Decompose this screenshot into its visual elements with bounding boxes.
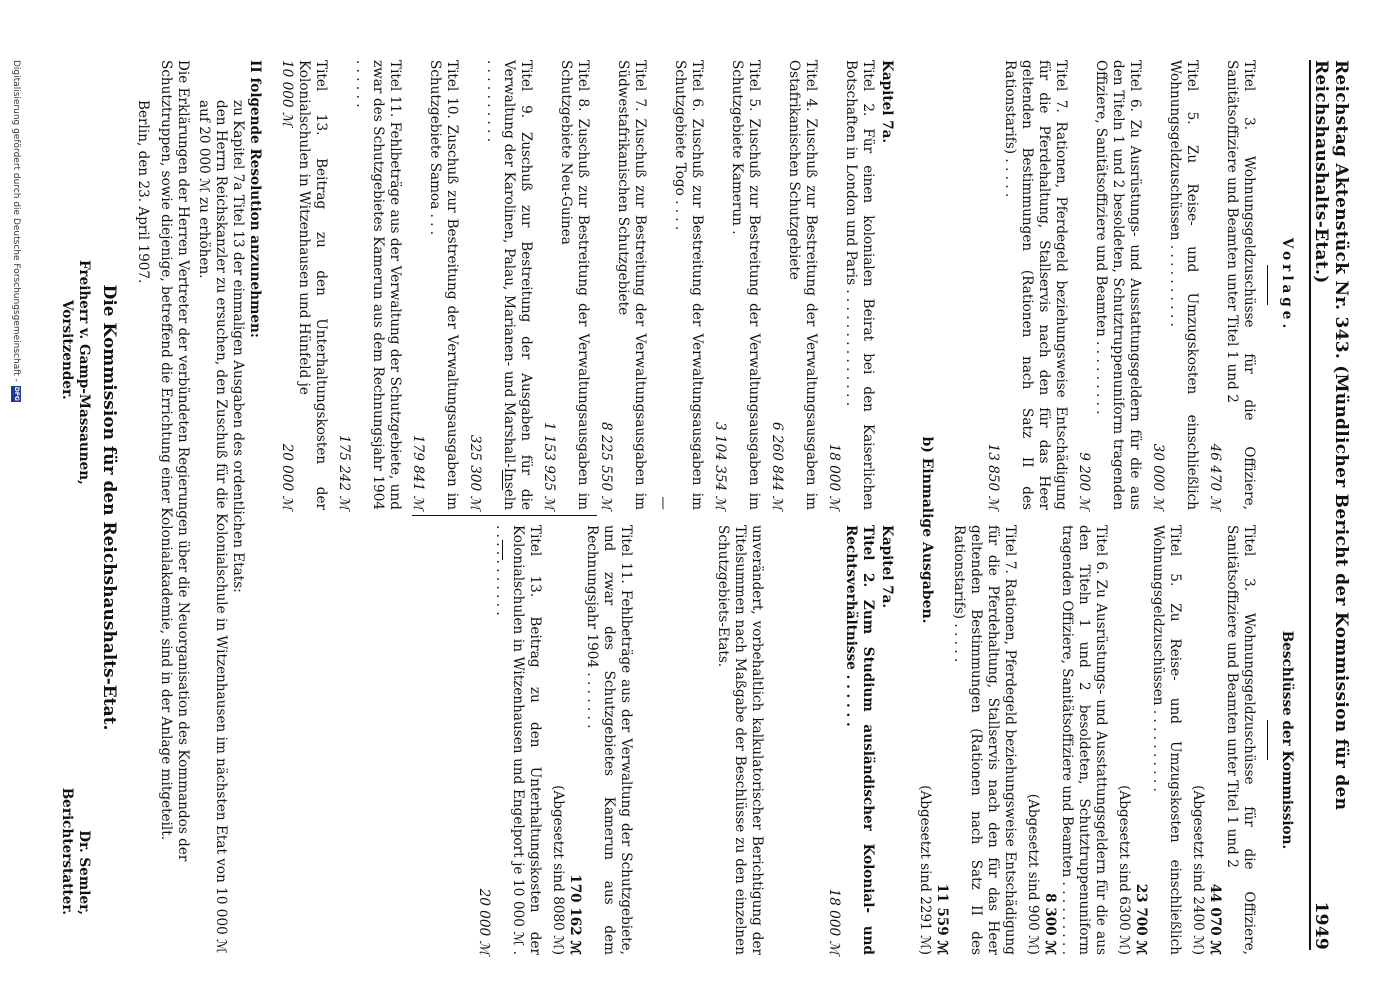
- resolution-explanation: Die Erklärungen der Herren Vertreter der verbündeten Regierungen über die Neuorganisation des Kommandos der Schutztruppen, sowie diejenige, betreffend die Errichtung einer Kolonialakademie, sind in der Anlage mitgeteilt.: [158, 60, 191, 862]
- reporter-name: Dr. Semler,: [76, 830, 92, 915]
- entry-titel-13: [278, 60, 329, 510]
- entry-text: Titel 5. Zu Reise- und Umzugskosten einschließlich Wohnungsgeldzuschüssen . . . . . . . . . .: [1167, 60, 1200, 510]
- entry-amount: 46 470 ℳ: [1207, 443, 1223, 510]
- unchanged-note: unverändert, vorbehaltlich kalkulatorischer Berichtigung der Titelsummen nach Maßgabe der Beschlüsse zu den einzelnen Schutzgebiets-Etats.: [715, 525, 765, 955]
- section-title-einmalige-ausgaben: b) Einmalige Ausgaben.: [919, 436, 935, 624]
- entry-titel-10: [409, 60, 460, 510]
- entry-text: Titel 13. Beitrag zu den Unterhaltungskosten der Kolonialschulen in Witzenhausen und Hünfeld je: [296, 60, 329, 510]
- entry-text: Titel 6. Zu Ausrüstungs- und Ausstattungsgeldern für die aus den Titeln 1 und 2 besoldeten, Schutztruppenuniform tragenden Offiziere, Sanitätsoffiziere und Beamten . . . . . . . . .: [1093, 60, 1143, 510]
- entry-note: (Abgesetzt sind 2291 ℳ): [917, 785, 933, 955]
- entry-titel-7: [597, 60, 648, 510]
- entry-text: Titel 9. Zuschuß zur Bestreitung der Ausgaben für die Verwaltung der Karolinen, Palau, Marianen- und Marshall-Inseln . . . . . . . . . .: [484, 60, 534, 510]
- entry-text: Titel 2. Zum Studium ausländischer Kolonial- und Rechtsverhältnisse . . . . . .: [843, 525, 876, 955]
- entry-text: Titel 8. Zuschuß zur Bestreitung der Verwaltungsausgaben im Schutzgebiete Neu-Guinea: [558, 60, 591, 510]
- header-title: Reichstag Aktenstück Nr. 343. (Mündlicher Bericht der Kommission für den Reichshaushalts-Etat.): [1311, 60, 1351, 811]
- chapter-heading: Kapitel 7a.: [879, 60, 895, 144]
- entry-titel-6: [1024, 525, 1109, 955]
- entry-amount: 175 242 ℳ: [336, 434, 352, 510]
- entry-amount: 179 841 ℳ: [410, 434, 426, 510]
- page-header: [1309, 60, 1351, 950]
- entry-amount: 8 225 550 ℳ: [598, 421, 614, 510]
- entry-amount: 3 104 354 ℳ: [712, 421, 728, 510]
- entry-titel-6: [1075, 60, 1143, 510]
- entry-amount: 9 200 ℳ: [1076, 452, 1092, 510]
- grouping-brace: [412, 515, 597, 524]
- entry-note: (Abgesetzt sind 6300 ℳ): [1116, 785, 1132, 955]
- column-title-beschluesse: Beschlüsse der Kommission.: [1279, 630, 1295, 850]
- signatures-row: [58, 60, 92, 955]
- entry-titel-5: [711, 60, 762, 510]
- dfg-logo-icon: DFG: [13, 386, 20, 401]
- resolution-line: den Herrn Reichskanzler zu ersuchen, den Zuschuß für die Kolonialschule in Witzenhausen im nächsten Etat von 10 000 ℳ auf 20 000 ℳ zu erhöhen.: [196, 100, 229, 954]
- entry-amount-each: 10 000 ℳ: [279, 60, 295, 127]
- entry-text: Titel 10. Zuschuß zur Bestreitung der Verwaltungsausgaben im Schutzgebiete Samoa . . .: [427, 60, 460, 510]
- resolution-line: zu Kapitel 7a Titel 13 der einmaligen Ausgaben des ordentlichen Etats:: [230, 100, 246, 593]
- entry-text: Titel 7. Rationen, Pferdegeld beziehungsweise Entschädigung für die Pferdehaltung, Stallservis nach den für das Heer geltenden Bestimmungen (Rationen nach Satz II des Rationstarifs) . . . . .: [1002, 60, 1069, 510]
- entry-titel-6: [654, 60, 705, 510]
- entry-titel-4: [768, 60, 819, 510]
- entry-titel-7: [984, 60, 1069, 510]
- resolution-heading: II folgende Resolution anzunehmen:: [247, 60, 263, 338]
- entry-amount: 18 000 ℳ: [826, 888, 842, 955]
- entry-amount: 13 850 ℳ: [985, 443, 1001, 510]
- digitization-footer: [11, 60, 21, 955]
- page-number: 1949: [1311, 901, 1331, 950]
- entry-amount: 1 153 925 ℳ: [541, 421, 557, 510]
- entry-amounts: [278, 60, 295, 510]
- entry-titel-2: [825, 60, 876, 510]
- title-rule: [1267, 265, 1268, 305]
- entry-amount: 11 559 ℳ: [934, 883, 950, 955]
- entry-amount: 325 300 ℳ: [467, 434, 483, 510]
- column-title-vorlage: Vorlage.: [1279, 237, 1295, 333]
- entry-note: (Abgesetzt sind 2400 ℳ): [1190, 785, 1206, 955]
- entry-amount: 20 000 ℳ: [476, 888, 492, 955]
- entry-titel-11: [335, 60, 403, 510]
- chapter-heading: Kapitel 7a.: [879, 525, 895, 609]
- entry-text: Titel 6. Zu Ausrüstungs- und Ausstattungsgeldern für die aus den Titeln 1 und 2 besoldeten, Schutztruppenuniform tragenden Offiziere, Sanitätsoffiziere und Beamten . . . . . . . . .: [1059, 525, 1109, 956]
- lower-left-column: [272, 60, 901, 510]
- entry-titel-5: [1149, 60, 1200, 510]
- entry-text: Titel 6. Zuschuß zur Bestreitung der Verwaltungsausgaben im Schutzgebiete Togo . . . .: [672, 60, 705, 510]
- resolution-block: [134, 60, 263, 955]
- entry-titel-8: [540, 60, 591, 510]
- entry-note: (Abgesetzt sind 8080 ℳ): [550, 785, 566, 955]
- resolution-date: Berlin, den 23. April 1907.: [135, 100, 151, 284]
- chair-role: Vorsitzender.: [59, 300, 75, 400]
- entry-titel-3: [1189, 525, 1257, 955]
- entry-amount: 23 700 ℳ: [1133, 883, 1149, 955]
- lower-right-column: [469, 525, 901, 955]
- entry-titel-3: [1206, 60, 1257, 510]
- footer-text: Digitalisierung gefördert durch die Deutsche Forschungsgemeinschaft -: [11, 60, 21, 382]
- entry-titel-5: [1115, 525, 1183, 955]
- entry-amount: —: [655, 496, 671, 510]
- entry-text: Titel 7. Rationen, Pferdegeld beziehungsweise Entschädigung für die Pferdehaltung, Stallservis nach den für das Heer geltenden Bestimmungen (Rationen nach Satz II des Rationstarifs) . . . . .: [951, 525, 1018, 955]
- entry-titel-13: [475, 525, 543, 955]
- entry-text: Titel 3. Wohnungsgeldzuschüsse für die Offiziere, Sanitätsoffiziere und Beamten unter Titel 1 und 2: [1224, 60, 1257, 510]
- signature-chair: [58, 60, 92, 485]
- entry-amount: 44 070 ℳ: [1207, 883, 1223, 955]
- entry-note: (Abgesetzt sind 900 ℳ): [1025, 793, 1041, 955]
- entry-amount: 18 000 ℳ: [826, 443, 842, 510]
- entry-text: Titel 11. Fehlbeträge aus der Verwaltung der Schutzgebiete, und zwar des Schutzgebietes Kamerun aus dem Rechnungsjahr 1904 . . . . . .: [353, 60, 403, 510]
- entry-text: Titel 5. Zu Reise- und Umzugskosten einschließlich Wohnungsgeldzuschüssen . . . . . . . . . .: [1150, 525, 1183, 955]
- entry-text: Titel 4. Zuschuß zur Bestreitung der Verwaltungsausgaben im Ostafrikanischen Schutzgebiete: [786, 60, 819, 510]
- entry-amount: 30 000 ℳ: [1150, 443, 1166, 510]
- entry-text: Titel 5. Zuschuß zur Bestreitung der Verwaltungsausgaben im Schutzgebiete Kamerun .: [729, 60, 762, 510]
- commission-name: Die Kommission für den Reichshaushalts-Etat.: [99, 284, 119, 731]
- signature-reporter: [58, 788, 92, 955]
- column-vorlage: [978, 60, 1299, 510]
- entry-titel-9: [466, 60, 534, 510]
- entry-amount: 6 260 844 ℳ: [769, 421, 785, 510]
- entry-titel-2: [825, 525, 876, 955]
- reporter-role: Berichterstatter.: [59, 787, 75, 915]
- entry-text: Titel 13. Beitrag zu den Unterhaltungskosten der Kolonialschulen in Witzenhausen und Engelport je 10 000 ℳ . . . . . . . . . . . .: [493, 525, 543, 955]
- entry-text: Titel 11. Fehlbeträge aus der Verwaltung der Schutzgebiete, und zwar des Schutzgebietes Kamerun aus dem Rechnungsjahr 1904 . . . . . . .: [584, 525, 634, 955]
- entry-amount-total: 20 000 ℳ: [279, 443, 295, 510]
- signature-block: [58, 60, 135, 955]
- entry-text: Titel 2. Für einen kolonialen Beirat bei den Kaiserlichen Botschaften in London und Paris . . . . . . . . . . . . . .: [843, 60, 876, 510]
- entry-amount: 8 300 ℳ: [1042, 893, 1058, 955]
- chair-name: Freiherr v. Gamp-Massaunen,: [76, 260, 92, 485]
- entry-titel-11: [549, 525, 634, 955]
- entry-text: Titel 3. Wohnungsgeldzuschüsse für die Offiziere, Sanitätsoffiziere und Beamten unter Titel 1 und 2: [1224, 525, 1257, 955]
- entry-amount: 170 162 ℳ: [567, 874, 583, 955]
- title-rule: [1267, 720, 1268, 760]
- column-beschluesse: [910, 525, 1299, 955]
- separator-dash: [502, 540, 503, 560]
- separator-dash: [502, 470, 503, 490]
- entry-text: Titel 7. Zuschuß zur Bestreitung der Verwaltungsausgaben im Südwestafrikanischen Schutzgebiete: [615, 60, 648, 510]
